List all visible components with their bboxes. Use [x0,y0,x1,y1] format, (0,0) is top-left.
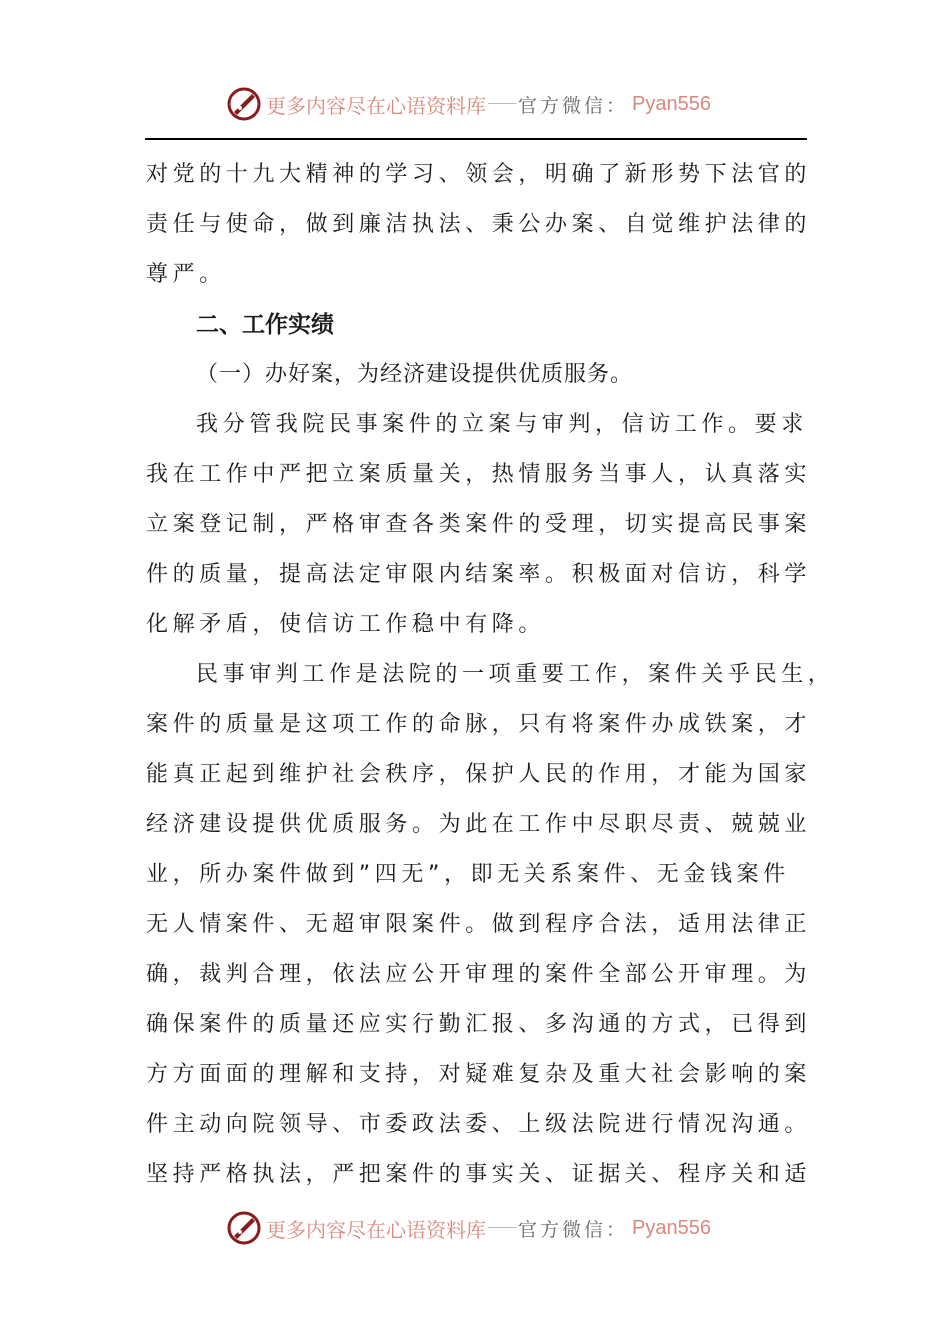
header-divider [145,138,807,140]
watermark-dash [488,103,516,104]
paragraph-line: 确，裁判合理，依法应公开审理的案件全部公开审理。为 [146,962,812,987]
paragraph-line: 件主动向院领导、市委政法委、上级法院进行情况沟通。 [146,1112,812,1137]
paragraph-line: 立案登记制，严格审查各类案件的受理，切实提高民事案 [146,512,812,537]
paragraph-line: 坚持严格执法，严把案件的事实关、证据关、程序关和适 [146,1162,812,1187]
watermark-main-text: 更多内容尽在心语资料库 [266,93,486,118]
text-line: 对党的十九大精神的学习、领会，明确了新形势下法官的 [146,162,812,187]
watermark-main-text: 更多内容尽在心语资料库 [266,1217,486,1242]
footer-watermark [226,1208,711,1248]
paragraph-line: 经济建设提供优质服务。为此在工作中尽职尽责、兢兢业 [146,812,812,837]
watermark-wechat-id: Pyan556 [632,92,711,115]
header-watermark [226,84,711,124]
quill-pen-circle-icon [226,1210,262,1246]
paragraph-line: 业，所办案件做到”四无”，即无关系案件、无金钱案件 [146,862,790,887]
paragraph-line: 化解矛盾，使信访工作稳中有降。 [146,612,546,637]
paragraph-line: 我分管我院民事案件的立案与审判，信访工作。要求 [196,412,808,437]
text-line: 尊严。 [146,262,226,287]
paragraph-line: 无人情案件、无超审限案件。做到程序合法，适用法律正 [146,912,812,937]
subsection-heading: （一）办好案，为经济建设提供优质服务。 [196,362,634,387]
paragraph-line: 方方面面的理解和支持，对疑难复杂及重大社会影响的案 [146,1062,812,1087]
paragraph-line: 件的质量，提高法定审限内结案率。积极面对信访，科学 [146,562,812,587]
quill-pen-circle-icon [226,86,262,122]
text-line: 责任与使命，做到廉洁执法、秉公办案、自觉维护法律的 [146,212,812,237]
paragraph-line: 确保案件的质量还应实行勤汇报、多沟通的方式，已得到 [146,1012,812,1037]
watermark-official-label: 官方微信： [518,94,629,117]
paragraph-line: 民事审判工作是法院的一项重要工作，案件关乎民生， [196,662,835,687]
paragraph-line: 能真正起到维护社会秩序，保护人民的作用，才能为国家 [146,762,812,787]
document-body [146,150,835,1200]
watermark-dash [488,1227,516,1228]
watermark-wechat-id: Pyan556 [632,1216,711,1239]
paragraph-line: 案件的质量是这项工作的命脉，只有将案件办成铁案，才 [146,712,812,737]
paragraph-line: 我在工作中严把立案质量关，热情服务当事人，认真落实 [146,462,812,487]
section-heading: 二、工作实绩 [196,312,334,338]
watermark-official-label: 官方微信： [518,1218,629,1241]
